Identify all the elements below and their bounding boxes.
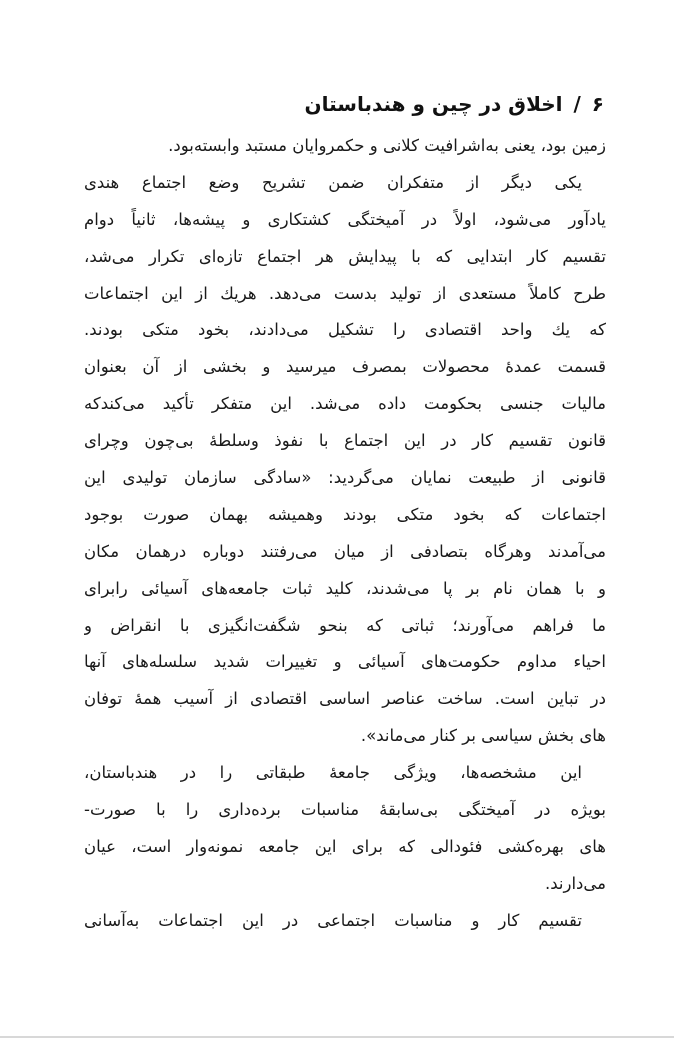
text-line: بویژه در آمیختگی بی‌سابقهٔ مناسبات برده‌داری را با صورت- bbox=[84, 800, 606, 820]
text-line: می‌آمدند وهرگاه بتصادفی از میان می‌رفتند دوباره درهمان مکان bbox=[84, 541, 606, 561]
text-line: که یك واحد اقتصادی را تشکیل می‌دادند، بخود متکی بودند. bbox=[84, 320, 606, 340]
text-line: مالیات جنسی بحکومت داده می‌شد. این متفکر تأکید می‌کندکه bbox=[84, 394, 606, 414]
running-header bbox=[70, 88, 604, 120]
text-line: های بهره‌کشی فئودالی که برای این جامعه نمونه‌وار است، عیان bbox=[84, 836, 606, 856]
text-line: تقسیم کار ابتدایی که با پیدایش هر اجتماع تازه‌ای تکرار می‌شد، bbox=[84, 246, 606, 266]
running-title: اخلاق در چین و هندباستان bbox=[304, 92, 563, 116]
text-line: های بخش سیاسی بر کنار می‌ماند». bbox=[360, 726, 606, 746]
text-line: یکی دیگر از متفکران ضمن تشریح وضع اجتماع هندی bbox=[84, 172, 582, 192]
text-line: این مشخصه‌ها، ویژگی جامعهٔ طبقاتی را در هندباستان، bbox=[84, 763, 582, 783]
header-separator: / bbox=[573, 92, 581, 116]
page-number: ۶ bbox=[591, 92, 604, 116]
text-line: ما فراهم می‌آورند؛ ثباتی که بنحو شگفت‌انگیزی با انقراض و bbox=[84, 615, 606, 635]
text-line: یادآور می‌شود، اولاً در آمیختگی کشتکاری و پیشه‌ها، ثانیاً دوام bbox=[84, 209, 606, 229]
text-line: قسمت عمدهٔ محصولات بمصرف میرسید و بخشی از آن بعنوان bbox=[84, 357, 606, 377]
text-line: قانون تقسیم کار در این اجتماع با نفوذ وسلطهٔ بی‌چون وچرای bbox=[84, 431, 606, 451]
body-text bbox=[84, 128, 606, 940]
text-line: و با همان نام بر پا می‌شدند، کلید ثبات جامعه‌های آسیائی رابرای bbox=[84, 578, 606, 598]
text-line: می‌دارند. bbox=[545, 873, 606, 893]
text-line: قانونی از طبیعت نمایان می‌گردید: «سادگی سازمان تولیدی این bbox=[84, 468, 606, 488]
text-line: در تباین است. ساخت عناصر اساسی اقتصادی از آسیب همهٔ توفان bbox=[84, 689, 606, 709]
text-line: اجتماعات که بخود متکی بودند وهمیشه بهمان صورت بوجود bbox=[84, 504, 606, 524]
text-line: تقسیم کار و مناسبات اجتماعی در این اجتماعات به‌آسانی bbox=[84, 910, 582, 930]
text-line: زمین بود، یعنی به‌اشرافیت کلانی و حکمروایان مستبد وابسته‌بود. bbox=[168, 136, 606, 155]
text-line: احیاء مداوم حکومت‌های آسیائی و تغییرات شدید سلسله‌های آنها bbox=[84, 652, 606, 672]
text-line: طرح کاملاً مستعدی از تولید بدست می‌دهد. هریك از این اجتماعات bbox=[84, 283, 606, 303]
